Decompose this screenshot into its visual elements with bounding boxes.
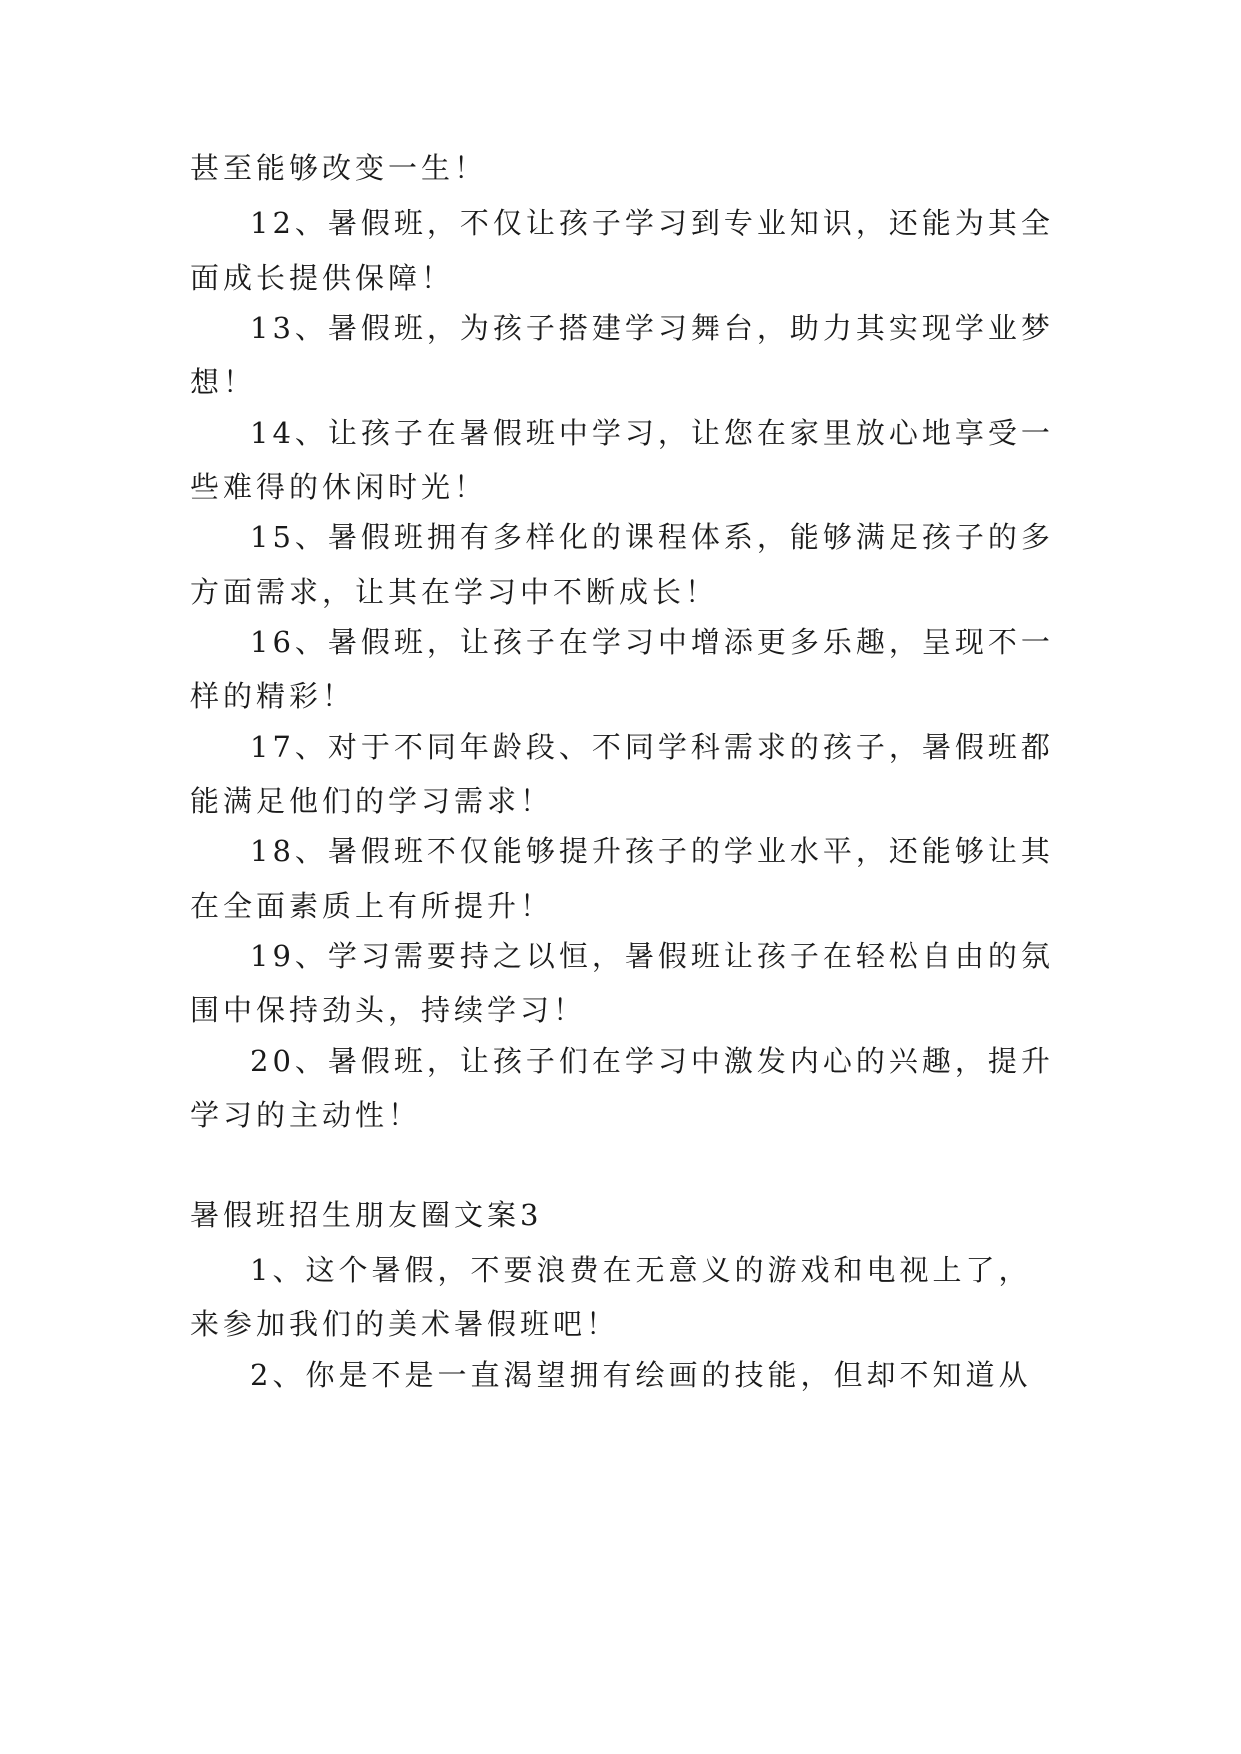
item-15-line-1: 15、暑假班拥有多样化的课程体系，能够满足孩子的多 — [250, 520, 1054, 554]
item-12-line-2: 面成长提供保障！ — [190, 261, 455, 295]
paragraph-line: 甚至能够改变一生！ — [190, 151, 488, 185]
item-14-line-1: 14、让孩子在暑假班中学习，让您在家里放心地享受一 — [250, 416, 1054, 450]
item-16-line-1: 16、暑假班，让孩子在学习中增添更多乐趣，呈现不一 — [250, 625, 1054, 659]
item-13-line-2: 想！ — [190, 365, 257, 399]
item-19-line-1: 19、学习需要持之以恒，暑假班让孩子在轻松自由的氛 — [250, 939, 1054, 973]
item-12-line-1: 12、暑假班，不仅让孩子学习到专业知识，还能为其全 — [250, 206, 1054, 240]
item-18-line-2: 在全面素质上有所提升！ — [190, 889, 554, 923]
item-2-line-1: 2、你是不是一直渴望拥有绘画的技能，但却不知道从 — [250, 1358, 1032, 1392]
item-19-line-2: 围中保持劲头，持续学习！ — [190, 993, 587, 1027]
item-17-line-2: 能满足他们的学习需求！ — [190, 784, 554, 818]
section-heading: 暑假班招生朋友圈文案3 — [190, 1198, 543, 1232]
item-13-line-1: 13、暑假班，为孩子搭建学习舞台，助力其实现学业梦 — [250, 311, 1054, 345]
item-15-line-2: 方面需求，让其在学习中不断成长！ — [190, 575, 719, 609]
item-1-line-1: 1、这个暑假，不要浪费在无意义的游戏和电视上了， — [250, 1253, 1032, 1287]
item-20-line-2: 学习的主动性！ — [190, 1098, 422, 1132]
item-16-line-2: 样的精彩！ — [190, 679, 356, 713]
item-17-line-1: 17、对于不同年龄段、不同学科需求的孩子，暑假班都 — [250, 730, 1054, 764]
item-18-line-1: 18、暑假班不仅能够提升孩子的学业水平，还能够让其 — [250, 834, 1054, 868]
item-14-line-2: 些难得的休闲时光！ — [190, 470, 488, 504]
item-1-line-2: 来参加我们的美术暑假班吧！ — [190, 1307, 620, 1341]
item-20-line-1: 20、暑假班，让孩子们在学习中激发内心的兴趣，提升 — [250, 1044, 1054, 1078]
